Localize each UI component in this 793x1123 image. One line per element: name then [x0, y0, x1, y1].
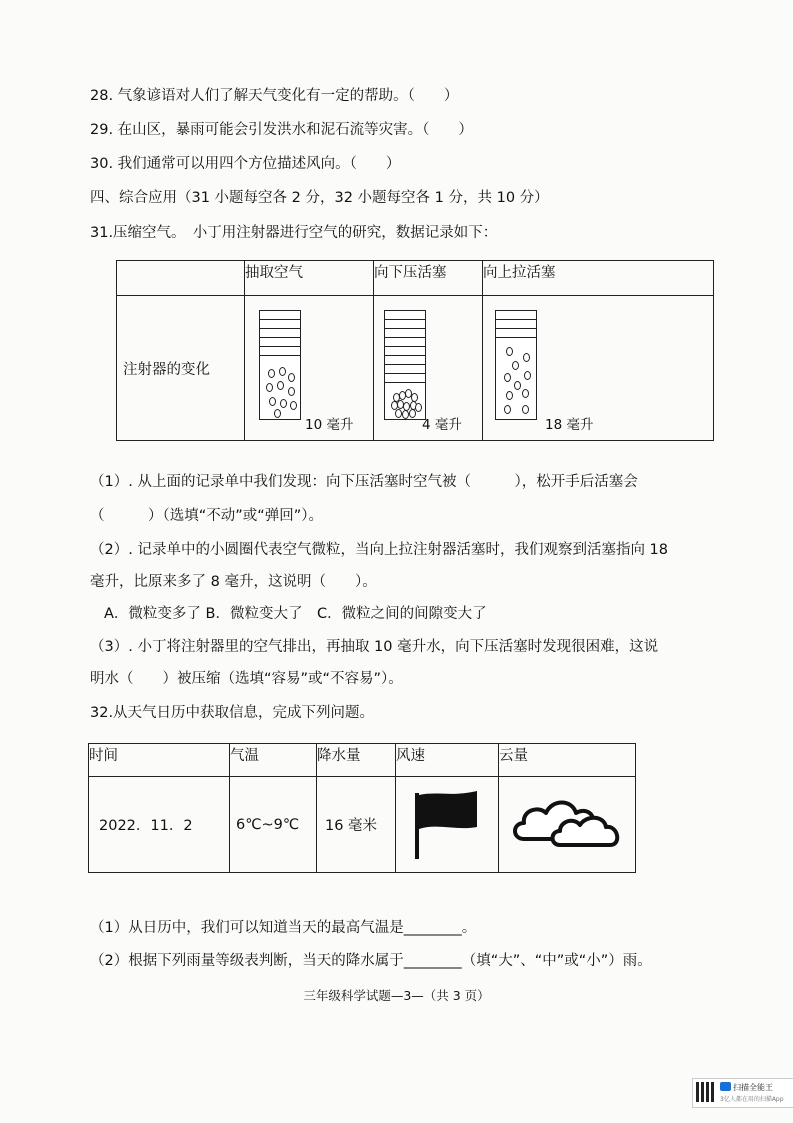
volume-label-push: 4 毫升: [422, 417, 462, 433]
wind-cell: [396, 777, 499, 873]
flag-icon: [407, 783, 487, 863]
header-push-down: 向下压活塞: [374, 261, 483, 296]
section-title: 四、综合应用（31 小题每空各 2 分，32 小题每空各 1 分，共 10 分）: [90, 190, 549, 206]
q31-sub1-line2: （ ）（选填“不动”或“弹回”）。: [90, 508, 324, 524]
volume-label-pull: 18 毫升: [545, 417, 594, 433]
q31-sub3-line1: （3）. 小丁将注射器里的空气排出，再抽取 10 毫升水，向下压活塞时发现很困难，这说: [90, 639, 659, 655]
question-30: 30. 我们通常可以用四个方位描述风向。（ ）: [90, 156, 401, 172]
cloud-icon: [510, 793, 625, 853]
syringe-table: [116, 260, 714, 441]
q31-sub3-line2: 明水（ ）被压缩（选填“容易”或“不容易”）。: [90, 671, 403, 687]
header-temperature: 气温: [230, 744, 317, 777]
scanner-watermark: [692, 1078, 793, 1108]
header-draw-air: 抽取空气: [245, 261, 374, 296]
syringe-push-down: [384, 310, 426, 420]
question-32-intro: 32.从天气日历中获取信息，完成下列问题。: [90, 705, 375, 721]
q32-sub2: （2）根据下列雨量等级表判断，当天的降水属于________（填“大”、“中”或“小”）雨。: [90, 953, 652, 969]
header-precipitation: 降水量: [317, 744, 396, 777]
date-value: 2022．11．2: [89, 777, 230, 873]
question-31-intro: 31.压缩空气。 小丁用注射器进行空气的研究，数据记录如下：: [90, 225, 498, 241]
watermark-name: 扫描全能王: [733, 1083, 773, 1092]
question-28: 28. 气象谚语对人们了解天气变化有一定的帮助。（ ）: [90, 88, 459, 104]
q31-sub2-options: A．微粒变多了 B．微粒变大了 C．微粒之间的间隙变大了: [104, 606, 487, 622]
header-wind-speed: 风速: [396, 744, 499, 777]
weather-calendar-table: [88, 743, 636, 873]
syringe-pull-up: [495, 310, 537, 420]
header-time: 时间: [89, 744, 230, 777]
watermark-sub: 3亿人都在用的扫描App: [720, 1096, 784, 1103]
qr-code-icon: [696, 1082, 716, 1102]
empty-header-cell: [117, 261, 245, 296]
temperature-value: 6℃~9℃: [230, 777, 317, 873]
page-footer: 三年级科学试题—3—（共 3 页）: [303, 988, 490, 1003]
q31-sub2-line2: 毫升，比原来多了 8 毫升，这说明（ ）。: [90, 574, 377, 590]
precipitation-value: 16 毫米: [317, 777, 396, 873]
q31-sub1-line1: （1）. 从上面的记录单中我们发现：向下压活塞时空气被（ ），松开手后活塞会: [90, 474, 638, 490]
syringe-cell-push: [374, 296, 483, 441]
q32-sub1: （1）从日历中，我们可以知道当天的最高气温是________。: [90, 920, 477, 936]
header-pull-up: 向上拉活塞: [483, 261, 714, 296]
question-29: 29. 在山区，暴雨可能会引发洪水和泥石流等灾害。（ ）: [90, 122, 473, 138]
header-cloud-cover: 云量: [499, 744, 636, 777]
syringe-draw-air: [259, 310, 301, 420]
row-label: 注射器的变化: [117, 296, 245, 441]
app-logo-icon: [720, 1082, 731, 1091]
volume-label-draw: 10 毫升: [305, 417, 354, 433]
cloud-cell: [499, 777, 636, 873]
q31-sub2-line1: （2）. 记录单中的小圆圈代表空气微粒，当向上拉注射器活塞时，我们观察到活塞指向 18: [90, 542, 668, 558]
syringe-cell-draw: [245, 296, 374, 441]
syringe-cell-pull: [483, 296, 714, 441]
